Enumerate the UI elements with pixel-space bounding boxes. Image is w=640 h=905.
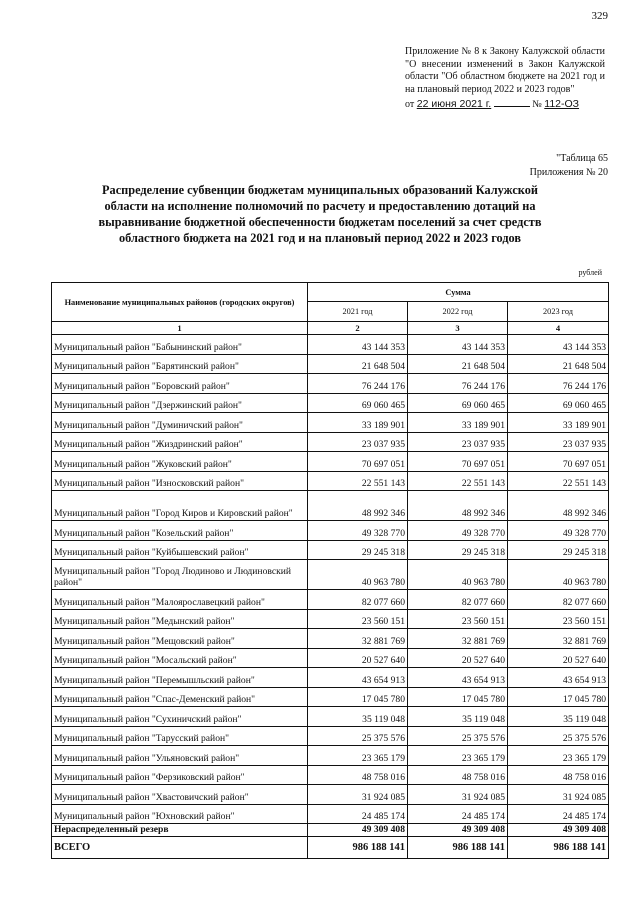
row-name: Муниципальный район "Дзержинский район" [52, 393, 308, 413]
appendix-text: Приложение № 8 к Закону Калужской области "О внесении изменений в Закон Калужской области "Об областном бюджете на 2021 год и на плановый период 2022 и 2023 годов" [405, 46, 605, 95]
value-2023: 32 881 769 [508, 629, 609, 649]
row-name: Муниципальный район "Спас-Деменский район" [52, 687, 308, 707]
header-name: Наименование муниципальных районов (городских округов) [52, 283, 308, 322]
value-2021: 43 144 353 [308, 335, 408, 355]
total-2022: 986 188 141 [408, 837, 508, 859]
appendix-date-line [405, 98, 605, 112]
table-row [52, 521, 609, 541]
row-name: Муниципальный район "Думиничский район" [52, 413, 308, 433]
value-2023: 21 648 504 [508, 354, 609, 374]
value-2021: 76 244 176 [308, 374, 408, 394]
value-2023: 48 758 016 [508, 765, 609, 785]
value-2023: 24 485 174 [508, 804, 609, 824]
row-name: Муниципальный район "Барятинский район" [52, 354, 308, 374]
value-2022: 69 060 465 [408, 393, 508, 413]
value-2022: 23 037 935 [408, 432, 508, 452]
row-name: Муниципальный район "Город Людиново и Людиновский район" [52, 560, 308, 590]
budget-table [51, 282, 609, 859]
total-2021: 986 188 141 [308, 837, 408, 859]
table-row [52, 765, 609, 785]
value-2021: 69 060 465 [308, 393, 408, 413]
value-2022: 82 077 660 [408, 590, 508, 610]
unit-label: рублей [578, 268, 602, 277]
value-2022: 24 485 174 [408, 804, 508, 824]
row-name: Муниципальный район "Юхновский район" [52, 804, 308, 824]
table-row [52, 374, 609, 394]
value-2021: 23 365 179 [308, 746, 408, 766]
appendix-date: 22 июня 2021 г. [416, 98, 492, 110]
value-2022: 21 648 504 [408, 354, 508, 374]
row-name: Муниципальный район "Перемышльский район" [52, 668, 308, 688]
header-year-2022: 2022 год [408, 302, 508, 322]
table-row [52, 335, 609, 355]
value-2021: 48 992 346 [308, 491, 408, 521]
value-2023: 17 045 780 [508, 687, 609, 707]
value-2021: 21 648 504 [308, 354, 408, 374]
row-name: Муниципальный район "Город Киров и Кировский район" [52, 491, 308, 521]
date-prefix: от [405, 99, 415, 110]
value-2021: 40 963 780 [308, 560, 408, 590]
value-2023: 33 189 901 [508, 413, 609, 433]
value-2021: 35 119 048 [308, 707, 408, 727]
table-row [52, 393, 609, 413]
col-number-3: 3 [408, 322, 508, 335]
table-row [52, 609, 609, 629]
header-sum: Сумма [308, 283, 609, 302]
table-row [52, 471, 609, 491]
value-2022: 17 045 780 [408, 687, 508, 707]
value-2023: 23 037 935 [508, 432, 609, 452]
value-2022: 48 758 016 [408, 765, 508, 785]
col-number-2: 2 [308, 322, 408, 335]
value-2023: 49 328 770 [508, 521, 609, 541]
value-2021: 24 485 174 [308, 804, 408, 824]
value-2021: 49 328 770 [308, 521, 408, 541]
value-2023: 48 992 346 [508, 491, 609, 521]
table-row [52, 804, 609, 824]
row-name: Муниципальный район "Тарусский район" [52, 726, 308, 746]
row-name: Муниципальный район "Малоярославецкий район" [52, 590, 308, 610]
row-name: Муниципальный район "Куйбышевский район" [52, 540, 308, 560]
value-2023: 23 560 151 [508, 609, 609, 629]
row-name: Муниципальный район "Ферзиковский район" [52, 765, 308, 785]
table-reference: "Таблица 65 [556, 153, 608, 164]
table-row [52, 687, 609, 707]
value-2022: 25 375 576 [408, 726, 508, 746]
value-2022: 22 551 143 [408, 471, 508, 491]
table-row [52, 785, 609, 805]
value-2023: 31 924 085 [508, 785, 609, 805]
reserve-2023: 49 309 408 [508, 824, 609, 837]
total-2023: 986 188 141 [508, 837, 609, 859]
reserve-name: Нераспределенный резерв [52, 824, 308, 837]
table-row [52, 590, 609, 610]
value-2022: 40 963 780 [408, 560, 508, 590]
value-2022: 35 119 048 [408, 707, 508, 727]
value-2022: 43 654 913 [408, 668, 508, 688]
value-2021: 22 551 143 [308, 471, 408, 491]
value-2021: 32 881 769 [308, 629, 408, 649]
value-2023: 22 551 143 [508, 471, 609, 491]
value-2022: 31 924 085 [408, 785, 508, 805]
value-2022: 23 560 151 [408, 609, 508, 629]
value-2022: 33 189 901 [408, 413, 508, 433]
row-name: Муниципальный район "Козельский район" [52, 521, 308, 541]
page-number: 329 [591, 10, 608, 22]
value-2021: 33 189 901 [308, 413, 408, 433]
reserve-2021: 49 309 408 [308, 824, 408, 837]
table-row [52, 413, 609, 433]
table-row [52, 648, 609, 668]
table-row [52, 746, 609, 766]
value-2021: 20 527 640 [308, 648, 408, 668]
row-name: Муниципальный район "Мещовский район" [52, 629, 308, 649]
number-prefix: № [532, 99, 542, 110]
value-2023: 40 963 780 [508, 560, 609, 590]
row-name: Муниципальный район "Ульяновский район" [52, 746, 308, 766]
value-2023: 76 244 176 [508, 374, 609, 394]
value-2022: 49 328 770 [408, 521, 508, 541]
value-2022: 23 365 179 [408, 746, 508, 766]
value-2022: 32 881 769 [408, 629, 508, 649]
value-2023: 20 527 640 [508, 648, 609, 668]
reference-block [530, 152, 608, 180]
value-2022: 43 144 353 [408, 335, 508, 355]
value-2023: 70 697 051 [508, 452, 609, 472]
value-2021: 31 924 085 [308, 785, 408, 805]
value-2023: 29 245 318 [508, 540, 609, 560]
row-name: Муниципальный район "Жиздринский район" [52, 432, 308, 452]
table-row [52, 540, 609, 560]
table-row [52, 668, 609, 688]
header-year-2021: 2021 год [308, 302, 408, 322]
value-2023: 43 654 913 [508, 668, 609, 688]
header-year-2023: 2023 год [508, 302, 609, 322]
value-2021: 70 697 051 [308, 452, 408, 472]
reserve-2022: 49 309 408 [408, 824, 508, 837]
value-2021: 25 375 576 [308, 726, 408, 746]
table-row [52, 707, 609, 727]
value-2021: 17 045 780 [308, 687, 408, 707]
value-2022: 48 992 346 [408, 491, 508, 521]
row-name: Муниципальный район "Бабынинский район" [52, 335, 308, 355]
table-row [52, 560, 609, 590]
value-2023: 43 144 353 [508, 335, 609, 355]
value-2023: 82 077 660 [508, 590, 609, 610]
total-row [52, 837, 609, 859]
value-2021: 29 245 318 [308, 540, 408, 560]
value-2022: 70 697 051 [408, 452, 508, 472]
document-title: Распределение субвенции бюджетам муниципальных образований Калужской области на исполнение полномочий по расчету и предоставлению дотаций на выравнивание бюджетной обеспеченности бюджетам поселений за счет средств областного бюджета на 2021 год и на плановый период 2022 и 2023 годов [98, 183, 542, 245]
value-2023: 35 119 048 [508, 707, 609, 727]
value-2023: 69 060 465 [508, 393, 609, 413]
value-2023: 23 365 179 [508, 746, 609, 766]
appendix-number: 112-ОЗ [544, 98, 580, 110]
row-name: Муниципальный район "Жуковский район" [52, 452, 308, 472]
table-row [52, 432, 609, 452]
value-2021: 48 758 016 [308, 765, 408, 785]
row-name: Муниципальный район "Износковский район" [52, 471, 308, 491]
total-name: ВСЕГО [52, 837, 308, 859]
table-row [52, 491, 609, 521]
row-name: Муниципальный район "Медынский район" [52, 609, 308, 629]
table-row [52, 354, 609, 374]
table-row [52, 629, 609, 649]
value-2021: 23 037 935 [308, 432, 408, 452]
value-2022: 20 527 640 [408, 648, 508, 668]
row-name: Муниципальный район "Сухиничский район" [52, 707, 308, 727]
table-row [52, 726, 609, 746]
appendix-block [405, 46, 605, 112]
row-name: Муниципальный район "Мосальский район" [52, 648, 308, 668]
reserve-row [52, 824, 609, 837]
row-name: Муниципальный район "Хвастовичский район" [52, 785, 308, 805]
table-row [52, 452, 609, 472]
value-2022: 76 244 176 [408, 374, 508, 394]
row-name: Муниципальный район "Боровский район" [52, 374, 308, 394]
col-number-4: 4 [508, 322, 609, 335]
col-number-1: 1 [52, 322, 308, 335]
value-2022: 29 245 318 [408, 540, 508, 560]
value-2021: 43 654 913 [308, 668, 408, 688]
value-2021: 23 560 151 [308, 609, 408, 629]
appendix-reference: Приложения № 20 [529, 167, 608, 178]
value-2021: 82 077 660 [308, 590, 408, 610]
value-2023: 25 375 576 [508, 726, 609, 746]
